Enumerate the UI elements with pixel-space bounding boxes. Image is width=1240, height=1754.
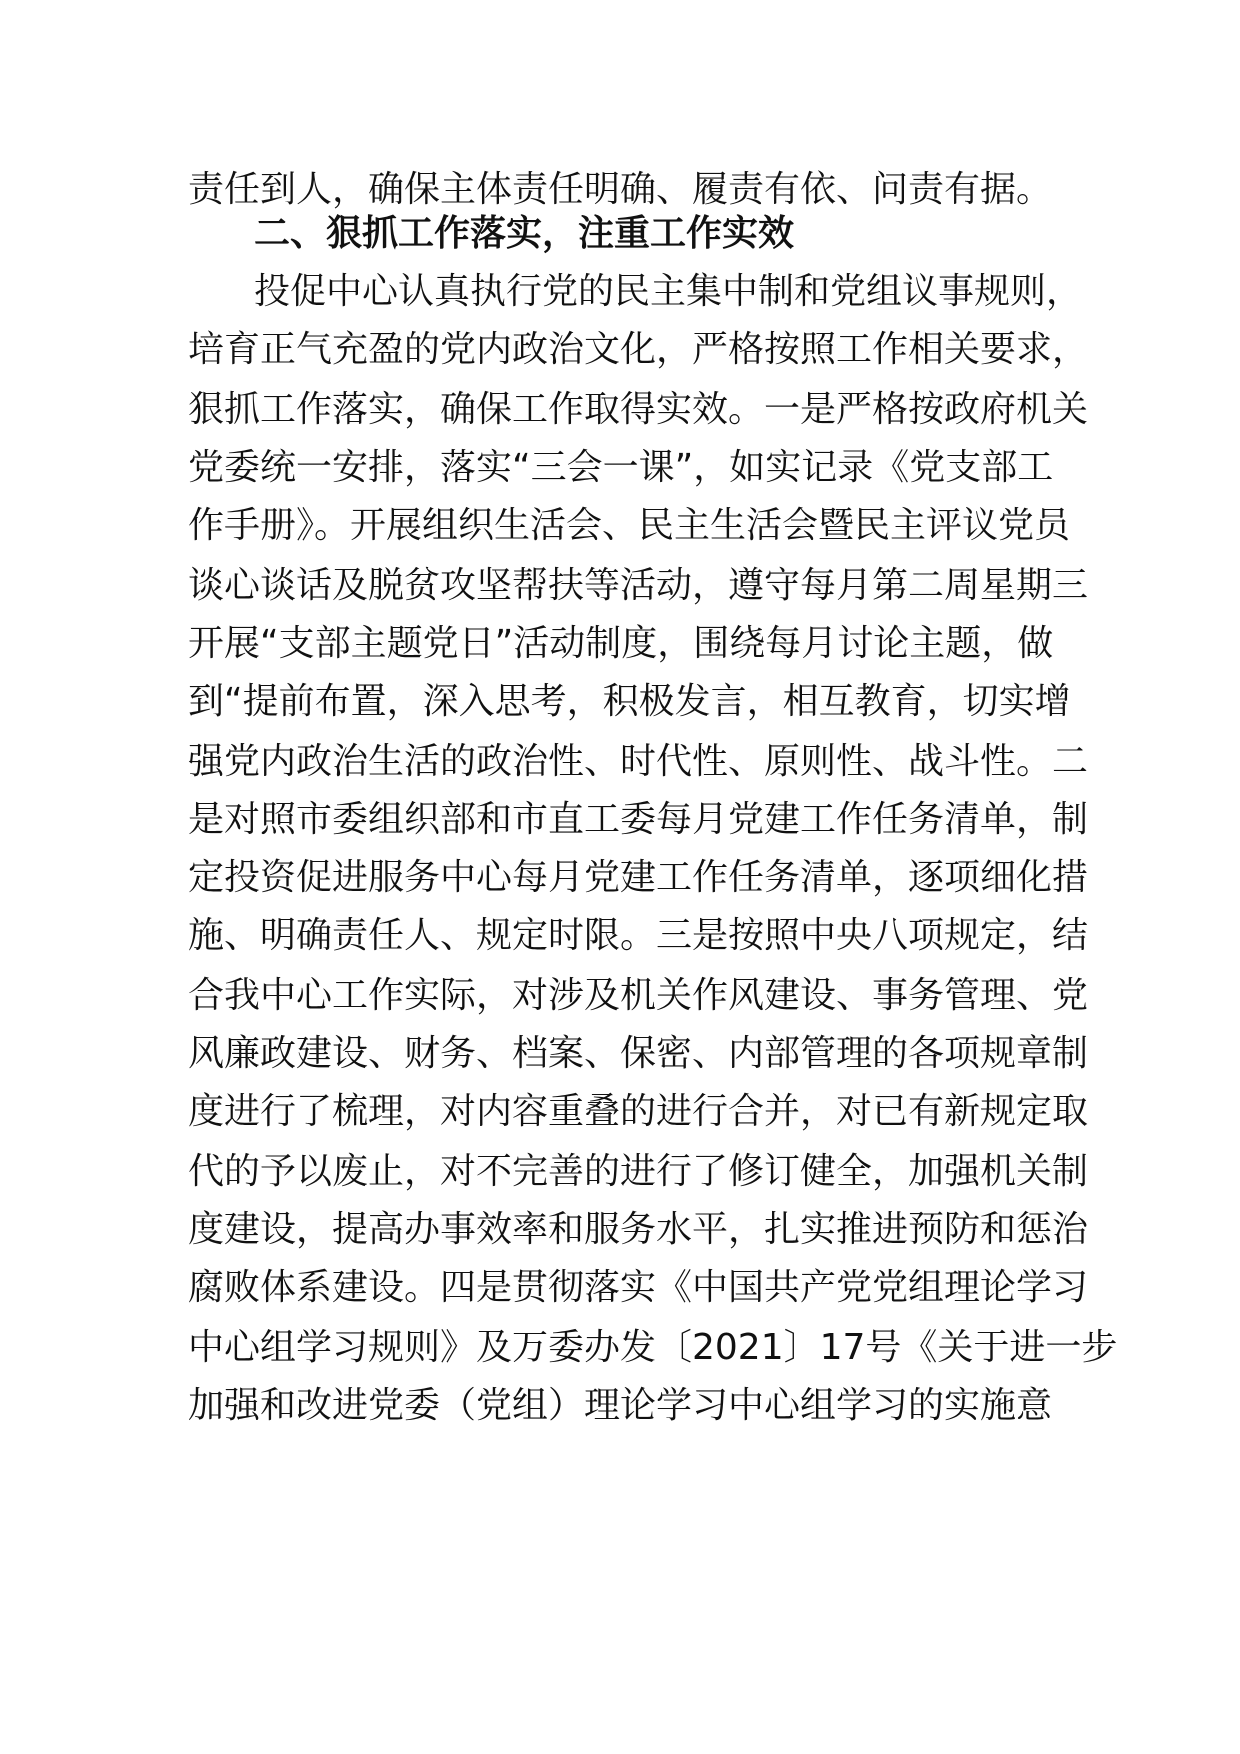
- body-text-line: 度建设，提高办事效率和服务水平，扎实推进预防和惩治: [188, 1209, 1089, 1250]
- body-text-line: 代的予以废止，对不完善的进行了修订健全，加强机关制: [188, 1151, 1089, 1192]
- section-heading: 二、狠抓工作落实，注重工作实效: [254, 213, 795, 254]
- body-text-line: 培育正气充盈的党内政治文化，严格按照工作相关要求，: [188, 329, 1089, 370]
- body-text-line: 加强和改进党委（党组）理论学习中心组学习的实施意: [188, 1385, 1053, 1426]
- body-text-line: 合我中心工作实际，对涉及机关作风建设、事务管理、党: [188, 975, 1089, 1016]
- body-text-line: 党委统一安排，落实“三会一课”，如实记录《党支部工: [188, 447, 1054, 488]
- body-text-line: 中心组学习规则》及万委办发〔2021〕17号《关于进一步: [188, 1327, 1118, 1368]
- body-text-line: 责任到人，确保主体责任明确、履责有依、问责有据。: [188, 169, 1053, 210]
- body-text-line: 强党内政治生活的政治性、时代性、原则性、战斗性。二: [188, 741, 1089, 782]
- body-text-line: 定投资促进服务中心每月党建工作任务清单，逐项细化措: [188, 857, 1089, 898]
- body-text-line: 度进行了梳理，对内容重叠的进行合并，对已有新规定取: [188, 1091, 1089, 1132]
- body-text-line: 狠抓工作落实，确保工作取得实效。一是严格按政府机关: [188, 389, 1089, 430]
- body-text-line: 开展“支部主题党日”活动制度，围绕每月讨论主题，做: [188, 623, 1054, 664]
- body-text-line: 谈心谈话及脱贫攻坚帮扶等活动，遵守每月第二周星期三: [188, 565, 1089, 606]
- body-text-line: 施、明确责任人、规定时限。三是按照中央八项规定，结: [188, 915, 1089, 956]
- body-text-line: 到“提前布置，深入思考，积极发言，相互教育，切实增: [188, 681, 1071, 722]
- body-text-line: 腐败体系建设。四是贯彻落实《中国共产党党组理论学习: [188, 1267, 1089, 1308]
- paragraph-first-line: 投促中心认真执行党的民主集中制和党组议事规则，: [254, 271, 1083, 312]
- body-text-line: 是对照市委组织部和市直工委每月党建工作任务清单，制: [188, 799, 1089, 840]
- body-text-line: 风廉政建设、财务、档案、保密、内部管理的各项规章制: [188, 1033, 1089, 1074]
- body-text-line: 作手册》。开展组织生活会、民主生活会暨民主评议党员: [188, 505, 1071, 546]
